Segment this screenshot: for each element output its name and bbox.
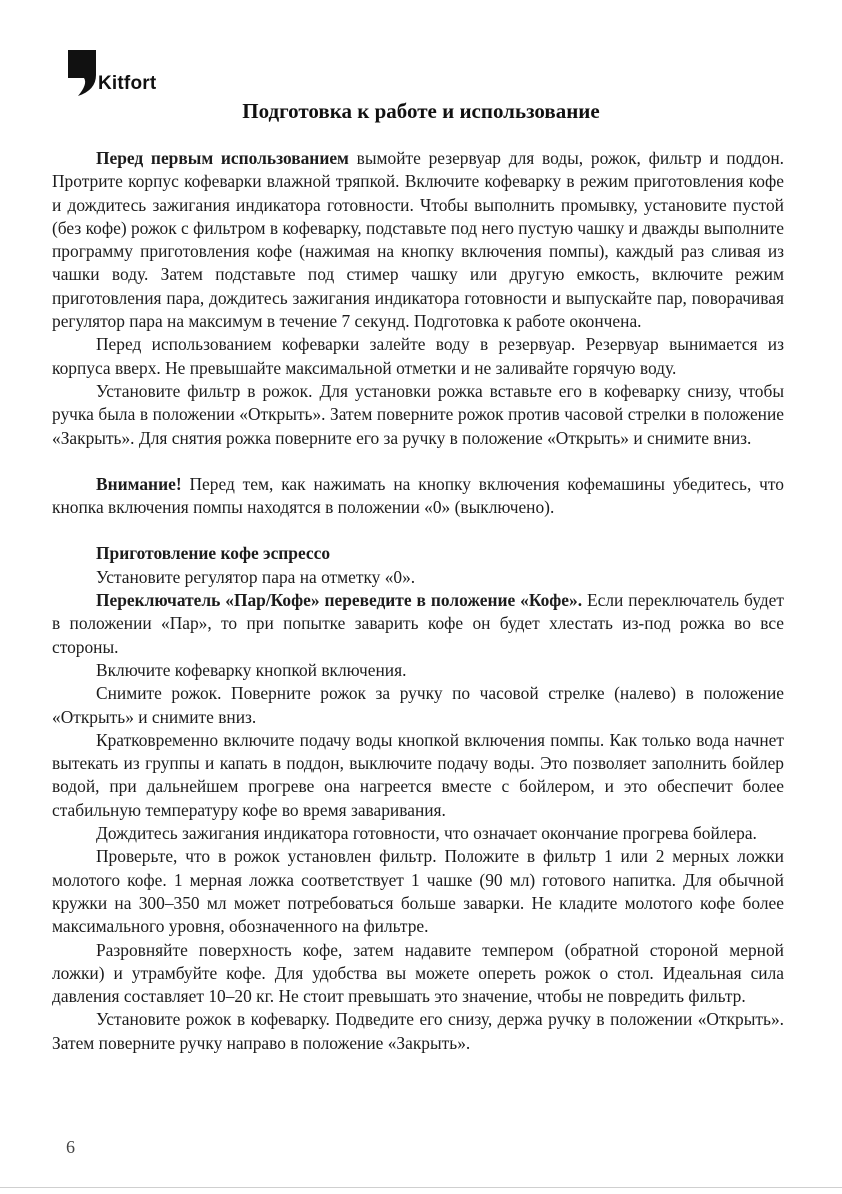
document-body [52, 147, 784, 1055]
page-number: 6 [66, 1137, 75, 1157]
bold-lead: Перед первым использованием [96, 148, 349, 168]
paragraph: Проверьте, что в рожок установлен фильтр. Положите в фильтр 1 или 2 мерных ложки молотого кофе. 1 мерная ложка соответствует 1 чашке (90 мл) готового напитка. Для обычной кружки на 300–350 мл может потребоваться больше заварки. Не кладите молотого кофе более максимального уровня, обозначенного на фильтре. [52, 846, 784, 937]
paragraph: Установите фильтр в рожок. Для установки рожка вставьте его в кофеварку снизу, чтобы ручка была в положении «Открыть». Затем поверните рожок против часовой стрелки в положение «Закрыть». Для снятия рожка поверните его за ручку в положение «Открыть» и снимите вниз. [52, 380, 784, 448]
bold-lead: Переключатель «Пар/Кофе» переведите в положение «Кофе». [96, 590, 583, 611]
paragraph-text: вымойте резервуар для воды, рожок, фильтр и поддон. Протрите корпус кофеварки влажной тряпкой. Включите кофеварку в режим приготовления кофе и дождитесь зажигания индикатора готовности. Чтобы выполнить промывку, установите пустой (без кофе) рожок с фильтром в кофеварку, подставьте под него пустую чашку и дважды выполните программу приготовления кофе (нажимая на кнопку включения помпы), каждый раз сливая из чашки воду. Затем подставьте под стимер чашку или другую емкость, включите режим приготовления пара, дождитесь зажигания индикатора готовности и выпускайте пар, поворачивая регулятор пара на максимум в течение 7 секунд. Подготовка к работе окончена. [52, 148, 784, 332]
warning-paragraph [52, 473, 784, 520]
paragraph: Установите регулятор пара на отметку «0». [96, 566, 416, 587]
paragraph: Кратковременно включите подачу воды кнопкой включения помпы. Как только вода начнет вытекать из группы и капать в поддон, выключите подачу воды. Это позволяет заполнить бойлер водой, при дальнейшем прогреве она нагреется вместе с бойлером, и это обеспечит более стабильную температуру кофе во время заваривания. [52, 729, 784, 820]
paragraph: Установите рожок в кофеварку. Подведите его снизу, держа ручку в положении «Открыть». Затем поверните ручку направо в положение «Закрыть». [52, 1009, 784, 1053]
section-heading [52, 542, 784, 565]
brand-logo [68, 50, 156, 96]
paragraph [52, 147, 784, 333]
paragraph: Перед использованием кофеварки залейте воду в резервуар. Резервуар вынимается из корпуса вверх. Не превышайте максимальной отметки и не заливайте горячую воду. [52, 334, 784, 378]
kitfort-logo-icon [68, 50, 102, 96]
paragraph-text: Если переключатель будет в положении «Пар», то при попытке заварить кофе он будет хлестать из-под рожка во все стороны. [52, 590, 784, 657]
warning-text: Перед тем, как нажимать на кнопку включения кофемашины убедитесь, что кнопка включения помпы находятся в положении «0» (выключено). [52, 473, 784, 518]
paragraph: Включите кофеварку кнопкой включения. [96, 659, 407, 680]
paragraph [52, 589, 784, 659]
section-heading-text: Приготовление кофе эспрессо [96, 543, 331, 564]
paragraph: Снимите рожок. Поверните рожок за ручку по часовой стрелке (налево) в положение «Открыть» и снимите вниз. [52, 683, 784, 727]
paragraph: Дождитесь зажигания индикатора готовности, что означает окончание прогрева бойлера. [96, 823, 757, 844]
bottom-divider [0, 1187, 842, 1194]
page-title: Подготовка к работе и использование [242, 99, 600, 123]
warning-label: Внимание! [96, 473, 182, 494]
paragraph: Разровняйте поверхность кофе, затем надавите темпером (обратной стороной мерной ложки) и утрамбуйте кофе. Для удобства вы можете опереть рожок о стол. Идеальная сила давления составляет 10–20 кг. Не стоит превышать это значение, чтобы не повредить фильтр. [52, 939, 784, 1007]
brand-name: Kitfort [98, 73, 157, 94]
